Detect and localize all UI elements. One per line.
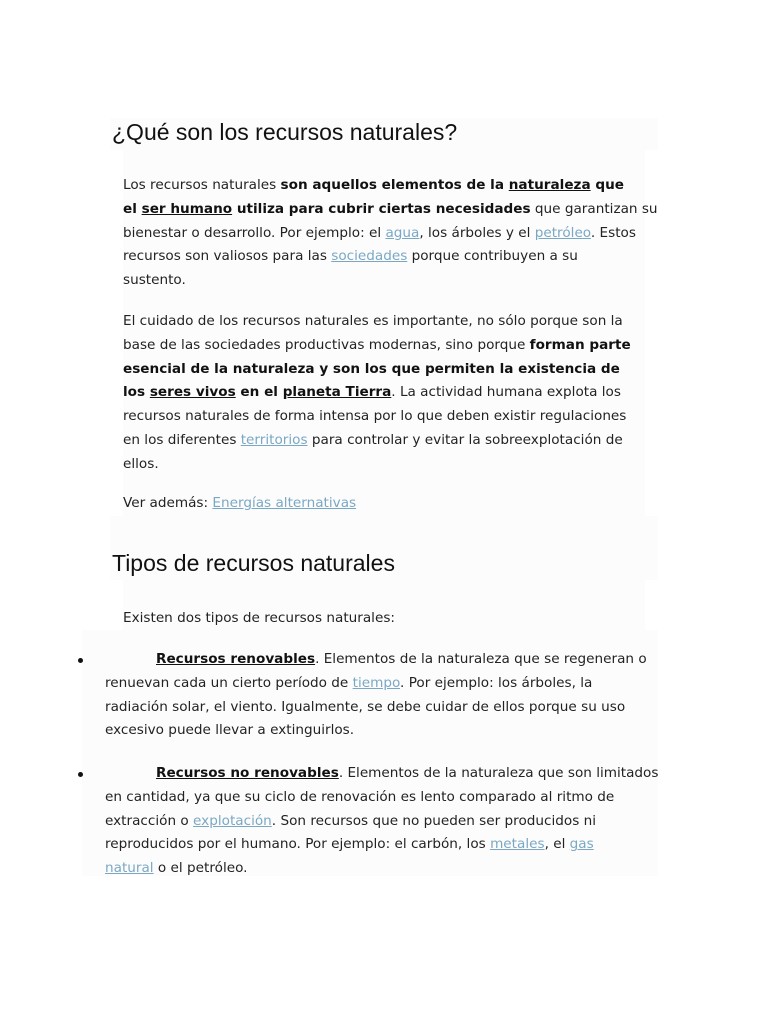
term-renovables: Recursos renovables	[156, 651, 316, 667]
link-explotacion[interactable]: explotación	[193, 812, 272, 829]
text-line: los seres vivos en el planeta Tierra. La actividad humana explota los	[123, 384, 621, 401]
link-tiempo[interactable]: tiempo	[352, 674, 401, 691]
text-line: recursos naturales de forma intensa por lo que deben existir regulaciones	[123, 408, 627, 425]
text-line: El cuidado de los recursos naturales es importante, no sólo porque son la	[123, 313, 623, 329]
paragraph-intro-tipos	[123, 607, 643, 631]
section-title-tipos: Tipos de recursos naturales	[112, 550, 395, 576]
text-line: el ser humano utiliza para cubrir ciertas necesidades que garantizan su	[123, 200, 658, 217]
link-sociedades[interactable]: sociedades	[331, 248, 408, 265]
link-metales[interactable]: metales	[490, 836, 545, 853]
text-line: ellos.	[123, 455, 159, 472]
paragraph-ver-ademas	[123, 492, 643, 516]
text-line: reproducidos por el humano. Por ejemplo: el carbón, los metales, el gas	[105, 836, 594, 853]
link-ser-humano[interactable]: ser humano	[141, 200, 233, 217]
text-line: Los recursos naturales son aquellos elementos de la naturaleza que	[123, 177, 624, 193]
text-line: extracción o explotación. Son recursos que no pueden ser producidos ni	[105, 812, 597, 829]
bullet-icon	[78, 658, 83, 663]
term-no-renovables: Recursos no renovables	[156, 765, 339, 781]
text-line: en los diferentes territorios para controlar y evitar la sobreexplotación de	[123, 431, 623, 448]
text-line: en cantidad, ya que su ciclo de renovación es lento comparado al ritmo de	[105, 788, 615, 805]
link-energias-alternativas[interactable]: Energías alternativas	[212, 495, 357, 511]
page-title: ¿Qué son los recursos naturales?	[112, 119, 458, 145]
link-naturaleza[interactable]: naturaleza	[508, 177, 591, 193]
text-line: Recursos no renovables. Elementos de la naturaleza que son limitados	[156, 765, 659, 781]
text-line: bienestar o desarrollo. Por ejemplo: el agua, los árboles y el petróleo. Estos	[123, 224, 636, 241]
text-line: esencial de la naturaleza y son los que permiten la existencia de	[123, 360, 620, 377]
link-gas-natural[interactable]: gas	[569, 836, 594, 853]
text-line: base de las sociedades productivas modernas, sino porque forman parte	[123, 336, 631, 353]
text-line: natural o el petróleo.	[105, 860, 248, 877]
text-line: renuevan cada un cierto período de tiempo. Por ejemplo: los árboles, la	[105, 674, 593, 691]
text-line: excesivo puede llevar a extinguirlos.	[105, 722, 355, 739]
paragraph-definition	[123, 174, 658, 293]
text-line: Recursos renovables. Elementos de la naturaleza que se regeneran o	[156, 651, 647, 667]
list-item-renovables	[105, 648, 665, 743]
link-territorios[interactable]: territorios	[240, 431, 308, 448]
link-planeta-tierra[interactable]: planeta Tierra	[282, 384, 392, 401]
link-gas-natural-cont[interactable]: natural	[105, 860, 154, 877]
link-petroleo[interactable]: petróleo	[534, 224, 591, 241]
text-line: sustento.	[123, 272, 186, 289]
text-line: recursos son valiosos para las sociedades porque contribuyen a su	[123, 248, 578, 265]
paragraph-cuidado	[123, 310, 643, 477]
link-agua[interactable]: agua	[385, 224, 420, 241]
text-line: Existen dos tipos de recursos naturales:	[123, 610, 395, 626]
link-seres-vivos[interactable]: seres vivos	[149, 384, 236, 401]
list-item-no-renovables	[105, 762, 665, 881]
text-line: Ver además: Energías alternativas	[123, 495, 357, 511]
text-line: radiación solar, el viento. Igualmente, se debe cuidar de ellos porque su uso	[105, 698, 626, 715]
bullet-icon	[78, 772, 83, 777]
